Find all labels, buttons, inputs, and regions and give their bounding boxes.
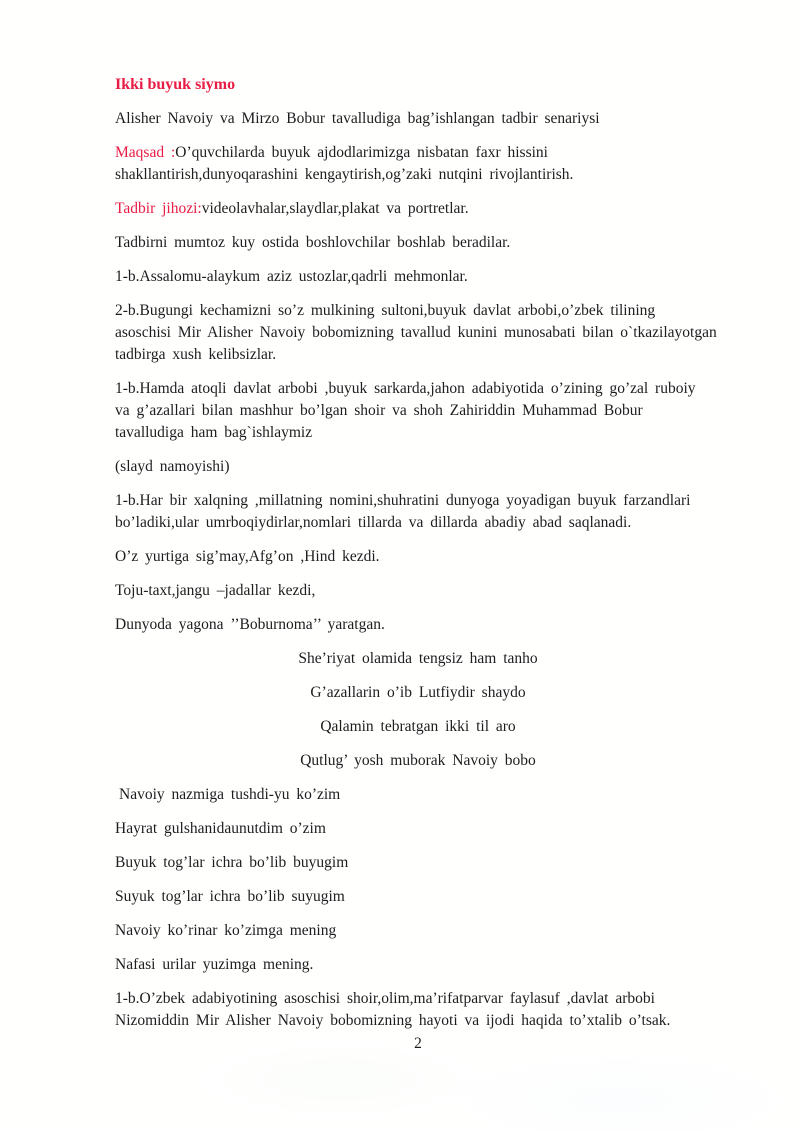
paragraph-maqsad (115, 142, 721, 186)
text-line: Suyuk tog’lar ichra bo’lib suyugim (115, 888, 345, 905)
text-line: Hayrat gulshanidaunutdim o’zim (115, 820, 326, 837)
text-line: Toju-taxt,jangu –jadallar kezdi, (115, 582, 316, 599)
text-line: va g’azallari bilan mashhur bo’lgan shoir va shoh Zahiriddin Muhammad Bobur (115, 402, 643, 419)
text-line: G’azallarin o’ib Lutfiydir shaydo (310, 684, 526, 701)
paragraph-tadbirni (115, 232, 721, 254)
paragraph-2b-bugungi (115, 300, 721, 366)
maqsad-label: Maqsad : (115, 144, 176, 161)
paragraph-slayd-namoyishi (115, 456, 721, 478)
paragraph-subtitle (115, 108, 721, 130)
verse-line-oz-yurtiga (115, 546, 721, 568)
text-line (115, 198, 721, 220)
text-line: Nizomiddin Mir Alisher Navoiy bobomizning hayoti va ijodi haqida to’xtalib o’tsak. (115, 1012, 671, 1029)
poem-line-qalamin (115, 716, 721, 738)
paragraph-1b-har-bir (115, 490, 721, 534)
text-line: Buyuk tog’lar ichra bo’lib buyugim (115, 854, 349, 871)
poem-line-nafasi (115, 954, 721, 976)
text-line: 1-b.Hamda atoqli davlat arbobi ,buyuk sarkarda,jahon adabiyotida o’zining go’zal ruboiy (115, 380, 696, 397)
text-line: O’z yurtiga sig’may,Afg’on ,Hind kezdi. (115, 548, 380, 565)
poem-line-qutlug (115, 750, 721, 772)
text-line: 1-b.Har bir xalqning ,millatning nomini,shuhratini dunyoga yoyadigan buyuk farzandlari (115, 492, 691, 509)
text-line: She’riyat olamida tengsiz ham tanho (298, 650, 538, 667)
text-line: (slayd namoyishi) (115, 458, 230, 475)
text-line: bo’ladiki,ular umrboqiydirlar,nomlari tillarda va dillarda abadiy abad saqlanadi. (115, 514, 632, 531)
page-content (115, 74, 721, 1055)
text-line (115, 142, 721, 164)
text-line: Navoiy nazmiga tushdi-yu ko’zim (119, 786, 341, 803)
poem-line-buyuk-toglar (115, 852, 721, 874)
text-line: Dunyoda yagona ’’Boburnoma’’ yaratgan. (115, 616, 385, 633)
text-line: Navoiy ko’rinar ko’zimga mening (115, 922, 337, 939)
text-line: shakllantirish,dunyoqarashini kengaytirish,og’zaki nutqini rivojlantirish. (115, 166, 574, 183)
text-line: Tadbirni mumtoz kuy ostida boshlovchilar boshlab beradilar. (115, 234, 511, 251)
poem-line-suyuk-toglar (115, 886, 721, 908)
text-line: 2-b.Bugungi kechamizni so’z mulkining sultoni,buyuk davlat arbobi,o’zbek tilining (115, 302, 656, 319)
tadbir-jihozi-label: Tadbir jihozi: (115, 200, 202, 217)
tadbir-jihozi-text: videolavhalar,slaydlar,plakat va portretlar. (201, 200, 469, 217)
paragraph-1b-ozbek (115, 988, 721, 1032)
paragraph-1b-hamda (115, 378, 721, 444)
text-line: asoschisi Mir Alisher Navoiy bobomizning tavallud kunini munosabati bilan o`tkazilayotgan (115, 324, 717, 341)
poem-line-navoiy-nazmiga (115, 784, 721, 806)
paragraph-tadbir-jihozi (115, 198, 721, 220)
text-line: Qutlug’ yosh muborak Navoiy bobo (300, 752, 536, 769)
poem-line-hayrat (115, 818, 721, 840)
text-line: Qalamin tebratgan ikki til aro (320, 718, 516, 735)
verse-line-dunyoda (115, 614, 721, 636)
verse-line-toju-taxt (115, 580, 721, 602)
page-number: 2 (414, 1035, 422, 1052)
text-line: tavalludiga ham bag`ishlaymiz (115, 424, 313, 441)
text-line: tadbirga xush kelibsizlar. (115, 346, 277, 363)
poem-line-gazallarin (115, 682, 721, 704)
text-line: 1-b.O’zbek adabiyotining asoschisi shoir,olim,ma’rifatparvar faylasuf ,davlat arbobi (115, 990, 655, 1007)
text-line: Nafasi urilar yuzimga mening. (115, 956, 314, 973)
doc-title: Ikki buyuk siymo (115, 76, 236, 93)
paragraph-1b-assalomu (115, 266, 721, 288)
maqsad-text: O’quvchilarda buyuk ajdodlarimizga nisbatan faxr hissini (175, 144, 548, 161)
text-line: Alisher Navoiy va Mirzo Bobur tavalludiga bag’ishlangan tadbir senariysi (115, 110, 600, 127)
text-line: 1-b.Assalomu-alaykum aziz ustozlar,qadrli mehmonlar. (115, 268, 468, 285)
poem-line-navoiy-korinar (115, 920, 721, 942)
poem-line-sheriyat (115, 648, 721, 670)
